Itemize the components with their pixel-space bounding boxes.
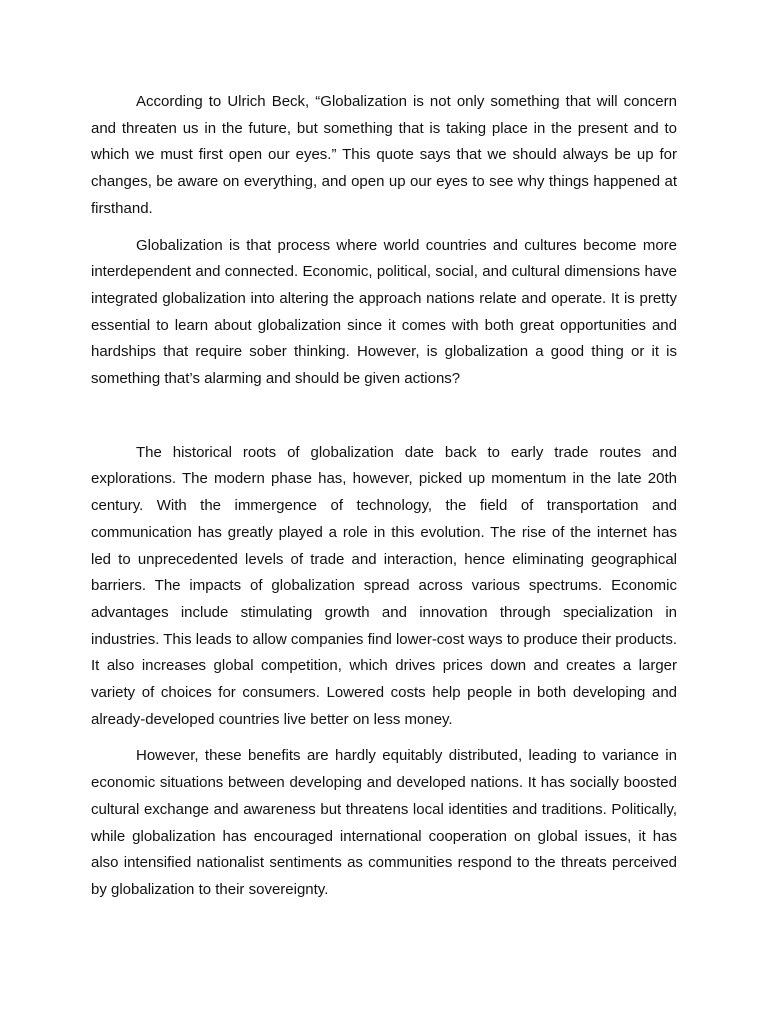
paragraph-historical-roots: The historical roots of globalization date back to early trade routes and explorations. The modern phase has, however, picked up momentum in the late 20th century. With the immergence of technology, the field of transportation and communication has greatly played a role in this evolution. The rise of the internet has led to unprecedented levels of trade and interaction, hence eliminating geographical barriers. The impacts of globalization spread across various spectrums. Economic advantages include stimulating growth and innovation through specialization in industries. This leads to allow companies find lower-cost ways to produce their products. It also increases global competition, which drives prices down and creates a larger variety of choices for consumers. Lowered costs help people in both developing and already-developed countries live better on less money.	[91, 443, 677, 728]
paragraph-beck-quote: According to Ulrich Beck, “Globalization is not only something that will concern and threaten us in the future, but something that is taking place in the present and to which we must first open our eyes.” This quote says that we should always be up for changes, be aware on everything, and open up our eyes to see why things happened at firsthand.	[91, 93, 677, 217]
paragraph-benefits-distribution: However, these benefits are hardly equitably distributed, leading to variance in economic situations between developing and developed nations. It has socially boosted cultural exchange and awareness but threatens local identities and traditions. Politically, while globalization has encouraged international cooperation on global issues, it has also intensified nationalist sentiments as communities respond to the threats perceived by globalization to their sovereignty.	[91, 747, 677, 898]
document-body	[91, 89, 677, 914]
paragraph-globalization-definition: Globalization is that process where world countries and cultures become more interdependent and connected. Economic, political, social, and cultural dimensions have integrated globalization into altering the approach nations relate and operate. It is pretty essential to learn about globalization since it comes with both great opportunities and hardships that require sober thinking. However, is globalization a good thing or it is something that’s alarming and should be given actions?	[91, 236, 677, 388]
paragraph-gap	[91, 403, 677, 440]
